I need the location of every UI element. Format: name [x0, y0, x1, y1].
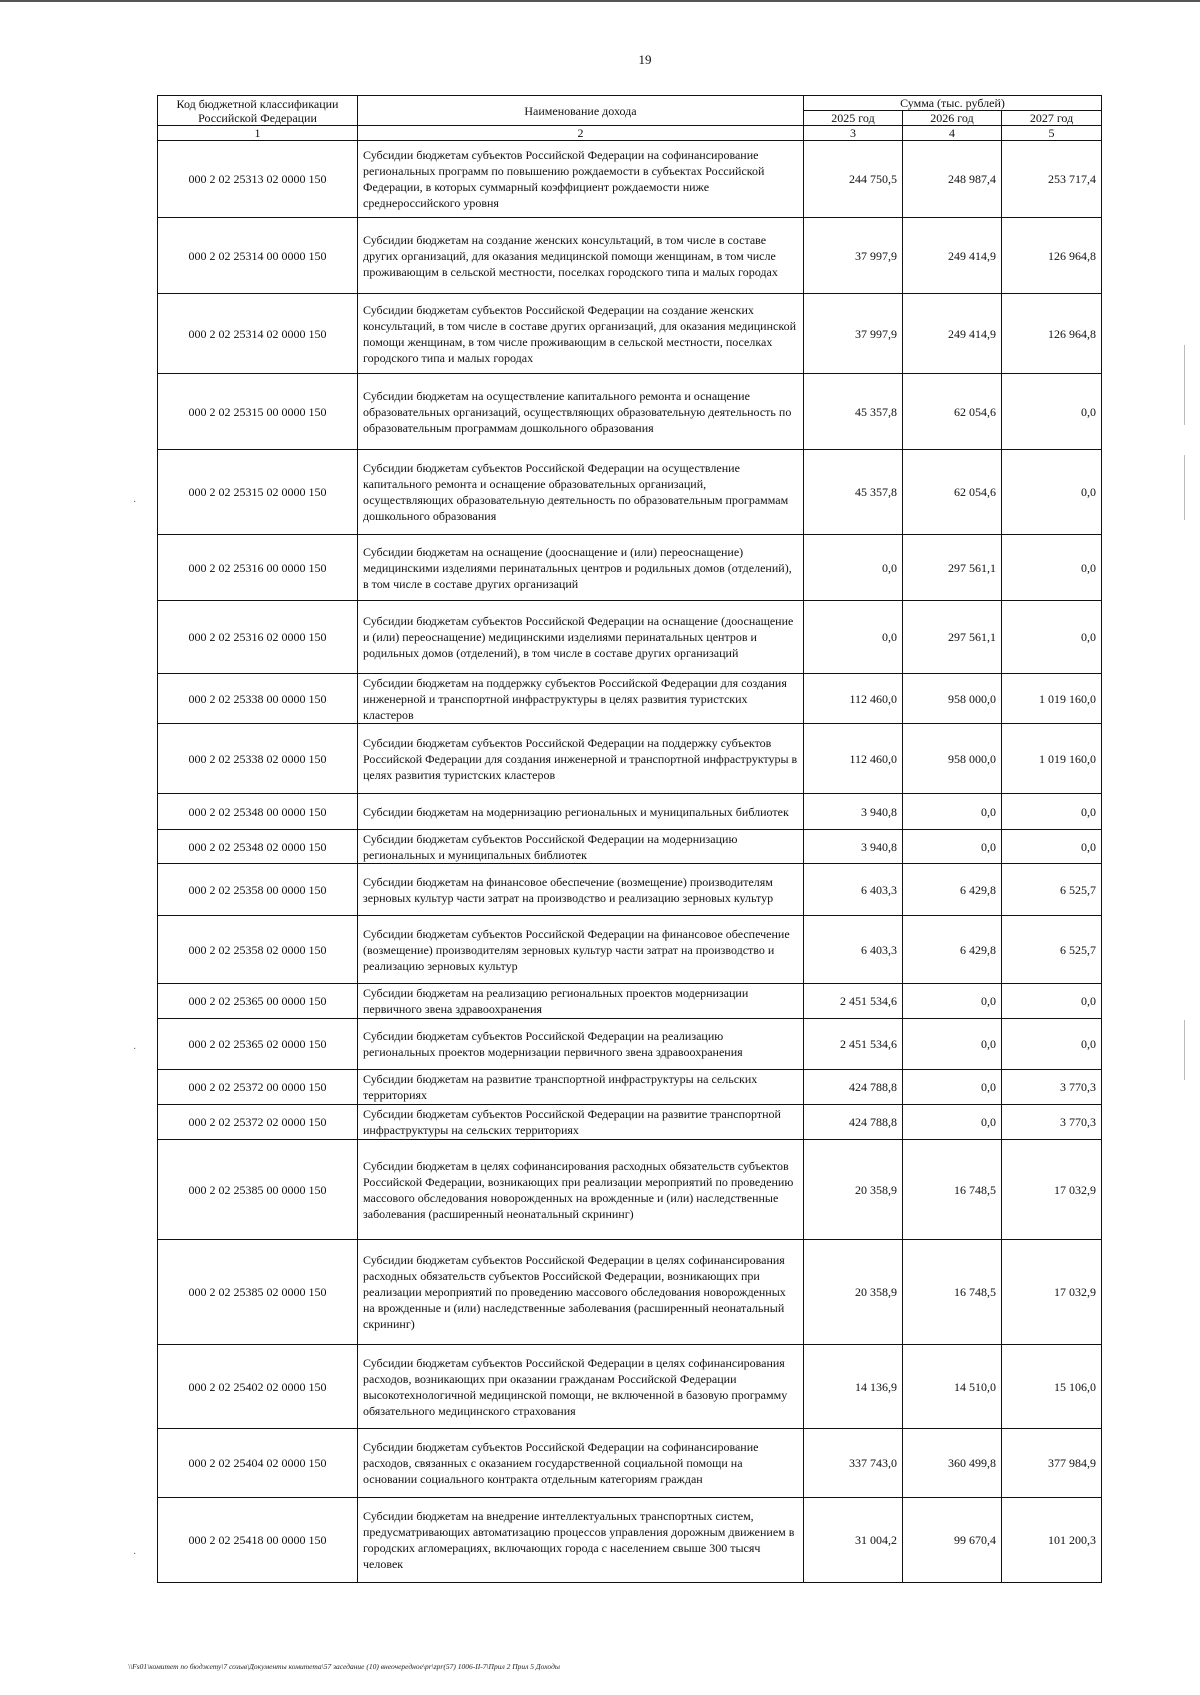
- row-value-2026: 249 414,9: [903, 294, 1002, 374]
- table-row: [158, 1019, 1102, 1070]
- row-value-2026: 958 000,0: [903, 724, 1002, 794]
- row-code: 000 2 02 25314 00 0000 150: [158, 218, 358, 294]
- row-value-2026: 62 054,6: [903, 374, 1002, 450]
- row-code: 000 2 02 25348 00 0000 150: [158, 794, 358, 830]
- row-value-2025: 112 460,0: [804, 674, 903, 724]
- row-value-2025: 6 403,3: [804, 864, 903, 916]
- row-name: Субсидии бюджетам на развитие транспортной инфраструктуры на сельских территориях: [358, 1070, 804, 1105]
- margin-mark: ·: [133, 1549, 137, 1560]
- table-row: [158, 984, 1102, 1019]
- footer-file-path: \\Fs01\комитет по бюджету\7 созыв\Документы комитета\57 заседание (10) внеочередное\pr\zpr(57) 1006-II-7\Прил 2 Прил 5 Доходы: [128, 1662, 560, 1671]
- row-code: 000 2 02 25372 00 0000 150: [158, 1070, 358, 1105]
- column-number: 5: [1002, 126, 1102, 141]
- row-code: 000 2 02 25385 00 0000 150: [158, 1140, 358, 1240]
- row-value-2027: 1 019 160,0: [1002, 724, 1102, 794]
- row-value-2026: 0,0: [903, 1105, 1002, 1140]
- header-year-2026: 2026 год: [903, 111, 1002, 126]
- row-code: 000 2 02 25372 02 0000 150: [158, 1105, 358, 1140]
- row-code: 000 2 02 25402 02 0000 150: [158, 1345, 358, 1429]
- row-value-2027: 3 770,3: [1002, 1070, 1102, 1105]
- row-name: Субсидии бюджетам на создание женских консультаций, в том числе в составе других организаций, для оказания медицинской помощи женщинам, в том числе проживающим в сельской местности, поселках городского типа и малых городах: [358, 218, 804, 294]
- row-value-2026: 16 748,5: [903, 1140, 1002, 1240]
- row-value-2025: 45 357,8: [804, 374, 903, 450]
- row-value-2026: 16 748,5: [903, 1240, 1002, 1345]
- row-value-2025: 20 358,9: [804, 1140, 903, 1240]
- column-number: 4: [903, 126, 1002, 141]
- table-row: [158, 830, 1102, 864]
- row-value-2027: 101 200,3: [1002, 1498, 1102, 1583]
- row-code: 000 2 02 25315 00 0000 150: [158, 374, 358, 450]
- row-value-2025: 37 997,9: [804, 294, 903, 374]
- row-value-2027: 1 019 160,0: [1002, 674, 1102, 724]
- row-value-2025: 2 451 534,6: [804, 1019, 903, 1070]
- row-name: Субсидии бюджетам субъектов Российской Федерации на поддержку субъектов Российской Федерации для создания инженерной и транспортной инфраструктуры в целях развития туристских кластеров: [358, 724, 804, 794]
- row-value-2026: 6 429,8: [903, 864, 1002, 916]
- row-value-2025: 45 357,8: [804, 450, 903, 535]
- page-number: 19: [638, 52, 652, 67]
- column-number: 1: [158, 126, 358, 141]
- row-value-2026: 248 987,4: [903, 141, 1002, 218]
- table-row: [158, 1140, 1102, 1240]
- row-value-2025: 6 403,3: [804, 916, 903, 984]
- row-value-2027: 6 525,7: [1002, 864, 1102, 916]
- table-row: [158, 1105, 1102, 1140]
- row-name: Субсидии бюджетам субъектов Российской Федерации на реализацию региональных проектов модернизации первичного звена здравоохранения: [358, 1019, 804, 1070]
- row-value-2025: 0,0: [804, 601, 903, 674]
- table-row: [158, 864, 1102, 916]
- row-name: Субсидии бюджетам субъектов Российской Федерации в целях софинансирования расходных обязательств субъектов Российской Федерации, возникающих при реализации мероприятий по проведению массового обследования новорожденных на врожденные и (или) наследственные заболевания (расширенный неонатальный скрининг): [358, 1240, 804, 1345]
- row-name: Субсидии бюджетам в целях софинансирования расходных обязательств субъектов Российской Федерации, возникающих при реализации мероприятий по проведению массового обследования новорожденных на врожденные и (или) наследственные заболевания (расширенный неонатальный скрининг): [358, 1140, 804, 1240]
- row-name: Субсидии бюджетам субъектов Российской Федерации на создание женских консультаций, в том числе в составе других организаций, для оказания медицинской помощи женщинам, в том числе проживающим в сельской местности, поселках городского типа и малых городах: [358, 294, 804, 374]
- row-value-2027: 3 770,3: [1002, 1105, 1102, 1140]
- row-value-2026: 62 054,6: [903, 450, 1002, 535]
- row-value-2025: 112 460,0: [804, 724, 903, 794]
- table-row: [158, 450, 1102, 535]
- row-name: Субсидии бюджетам субъектов Российской Федерации на оснащение (дооснащение и (или) переоснащение) медицинскими изделиями перинатальных центров и родильных домов (отделений), в том числе в составе других организаций: [358, 601, 804, 674]
- row-name: Субсидии бюджетам на реализацию региональных проектов модернизации первичного звена здравоохранения: [358, 984, 804, 1019]
- row-value-2027: 0,0: [1002, 601, 1102, 674]
- row-code: 000 2 02 25385 02 0000 150: [158, 1240, 358, 1345]
- row-value-2027: 0,0: [1002, 374, 1102, 450]
- row-name: Субсидии бюджетам на оснащение (дооснащение и (или) переоснащение) медицинскими изделиями перинатальных центров и родильных домов (отделений), в том числе в составе других организаций: [358, 535, 804, 601]
- table-row: [158, 535, 1102, 601]
- table-row: [158, 1070, 1102, 1105]
- row-value-2027: 17 032,9: [1002, 1240, 1102, 1345]
- row-value-2026: 0,0: [903, 1019, 1002, 1070]
- row-value-2025: 244 750,5: [804, 141, 903, 218]
- column-number-row: [158, 126, 1102, 141]
- row-name: Субсидии бюджетам субъектов Российской Федерации в целях софинансирования расходов, возникающих при оказании гражданам Российской Федерации высокотехнологичной медицинской помощи, не включенной в базовую программу обязательного медицинского страхования: [358, 1345, 804, 1429]
- table-row: [158, 141, 1102, 218]
- row-value-2025: 20 358,9: [804, 1240, 903, 1345]
- row-value-2027: 0,0: [1002, 1019, 1102, 1070]
- row-value-2027: 253 717,4: [1002, 141, 1102, 218]
- row-name: Субсидии бюджетам субъектов Российской Федерации на софинансирование расходов, связанных с оказанием государственной социальной помощи на основании социального контракта отдельным категориям граждан: [358, 1429, 804, 1498]
- header-name: Наименование дохода: [358, 96, 804, 126]
- row-value-2027: 0,0: [1002, 450, 1102, 535]
- table-row: [158, 916, 1102, 984]
- row-value-2027: 126 964,8: [1002, 294, 1102, 374]
- table-row: [158, 1429, 1102, 1498]
- row-code: 000 2 02 25418 00 0000 150: [158, 1498, 358, 1583]
- table-row: [158, 794, 1102, 830]
- row-name: Субсидии бюджетам субъектов Российской Федерации на осуществление капитального ремонта и оснащение образовательных организаций, осуществляющих образовательную деятельность по образовательным программам дошкольного образования: [358, 450, 804, 535]
- table-row: [158, 601, 1102, 674]
- margin-mark: ·: [133, 497, 137, 508]
- row-value-2025: 337 743,0: [804, 1429, 903, 1498]
- row-code: 000 2 02 25365 02 0000 150: [158, 1019, 358, 1070]
- row-value-2025: 2 451 534,6: [804, 984, 903, 1019]
- margin-mark: ·: [133, 1044, 137, 1055]
- row-value-2025: 3 940,8: [804, 794, 903, 830]
- row-value-2025: 37 997,9: [804, 218, 903, 294]
- row-value-2025: 424 788,8: [804, 1070, 903, 1105]
- table-row: [158, 674, 1102, 724]
- row-code: 000 2 02 25365 00 0000 150: [158, 984, 358, 1019]
- header-year-2025: 2025 год: [804, 111, 903, 126]
- row-name: Субсидии бюджетам субъектов Российской Федерации на развитие транспортной инфраструктуры на сельских территориях: [358, 1105, 804, 1140]
- table-row: [158, 374, 1102, 450]
- row-name: Субсидии бюджетам субъектов Российской Федерации на софинансирование региональных программ по повышению рождаемости в субъектах Российской Федерации, в которых суммарный коэффициент рождаемости ниже среднероссийского уровня: [358, 141, 804, 218]
- scan-edge-mark: [1184, 345, 1185, 425]
- row-code: 000 2 02 25315 02 0000 150: [158, 450, 358, 535]
- column-number: 2: [358, 126, 804, 141]
- row-code: 000 2 02 25313 02 0000 150: [158, 141, 358, 218]
- row-value-2027: 15 106,0: [1002, 1345, 1102, 1429]
- header-row-top: [158, 96, 1102, 111]
- row-value-2027: 0,0: [1002, 830, 1102, 864]
- row-value-2026: 958 000,0: [903, 674, 1002, 724]
- row-code: 000 2 02 25314 02 0000 150: [158, 294, 358, 374]
- scan-top-border: [0, 0, 1200, 8]
- row-value-2025: 424 788,8: [804, 1105, 903, 1140]
- table-row: [158, 294, 1102, 374]
- row-value-2025: 0,0: [804, 535, 903, 601]
- row-code: 000 2 02 25358 00 0000 150: [158, 864, 358, 916]
- row-value-2027: 126 964,8: [1002, 218, 1102, 294]
- row-value-2027: 0,0: [1002, 535, 1102, 601]
- column-number: 3: [804, 126, 903, 141]
- row-name: Субсидии бюджетам на модернизацию региональных и муниципальных библиотек: [358, 794, 804, 830]
- row-value-2025: 31 004,2: [804, 1498, 903, 1583]
- table-row: [158, 1345, 1102, 1429]
- row-name: Субсидии бюджетам на поддержку субъектов Российской Федерации для создания инженерной и транспортной инфраструктуры в целях развития туристских кластеров: [358, 674, 804, 724]
- header-code: Код бюджетной классификации Российской Федерации: [158, 96, 358, 126]
- header-year-2027: 2027 год: [1002, 111, 1102, 126]
- row-name: Субсидии бюджетам на внедрение интеллектуальных транспортных систем, предусматривающих автоматизацию процессов управления дорожным движением в городских агломерациях, включающих города с населением свыше 300 тысяч человек: [358, 1498, 804, 1583]
- row-name: Субсидии бюджетам на финансовое обеспечение (возмещение) производителям зерновых культур части затрат на производство и реализацию зерновых культур: [358, 864, 804, 916]
- row-value-2026: 0,0: [903, 1070, 1002, 1105]
- row-name: Субсидии бюджетам субъектов Российской Федерации на модернизацию региональных и муниципальных библиотек: [358, 830, 804, 864]
- row-value-2026: 6 429,8: [903, 916, 1002, 984]
- row-code: 000 2 02 25316 00 0000 150: [158, 535, 358, 601]
- row-value-2026: 0,0: [903, 984, 1002, 1019]
- scan-edge-mark: [1184, 455, 1185, 520]
- row-code: 000 2 02 25358 02 0000 150: [158, 916, 358, 984]
- row-value-2026: 360 499,8: [903, 1429, 1002, 1498]
- table-row: [158, 1240, 1102, 1345]
- row-value-2026: 297 561,1: [903, 535, 1002, 601]
- row-value-2027: 0,0: [1002, 794, 1102, 830]
- row-value-2026: 99 670,4: [903, 1498, 1002, 1583]
- row-code: 000 2 02 25404 02 0000 150: [158, 1429, 358, 1498]
- row-code: 000 2 02 25348 02 0000 150: [158, 830, 358, 864]
- row-value-2026: 0,0: [903, 794, 1002, 830]
- row-code: 000 2 02 25316 02 0000 150: [158, 601, 358, 674]
- row-value-2026: 249 414,9: [903, 218, 1002, 294]
- header-sum-group: Сумма (тыс. рублей): [804, 96, 1102, 111]
- table-row: [158, 1498, 1102, 1583]
- row-value-2026: 0,0: [903, 830, 1002, 864]
- table-row: [158, 218, 1102, 294]
- row-value-2027: 0,0: [1002, 984, 1102, 1019]
- row-value-2027: 377 984,9: [1002, 1429, 1102, 1498]
- row-value-2027: 6 525,7: [1002, 916, 1102, 984]
- revenue-table: [157, 95, 1102, 1583]
- row-value-2026: 14 510,0: [903, 1345, 1002, 1429]
- row-name: Субсидии бюджетам субъектов Российской Федерации на финансовое обеспечение (возмещение) производителям зерновых культур части затрат на производство и реализацию зерновых культур: [358, 916, 804, 984]
- table-row: [158, 724, 1102, 794]
- scan-edge-mark: [1184, 1020, 1185, 1080]
- row-value-2027: 17 032,9: [1002, 1140, 1102, 1240]
- row-code: 000 2 02 25338 00 0000 150: [158, 674, 358, 724]
- row-value-2026: 297 561,1: [903, 601, 1002, 674]
- row-name: Субсидии бюджетам на осуществление капитального ремонта и оснащение образовательных организаций, осуществляющих образовательную деятельность по образовательным программам дошкольного образования: [358, 374, 804, 450]
- row-value-2025: 14 136,9: [804, 1345, 903, 1429]
- row-code: 000 2 02 25338 02 0000 150: [158, 724, 358, 794]
- row-value-2025: 3 940,8: [804, 830, 903, 864]
